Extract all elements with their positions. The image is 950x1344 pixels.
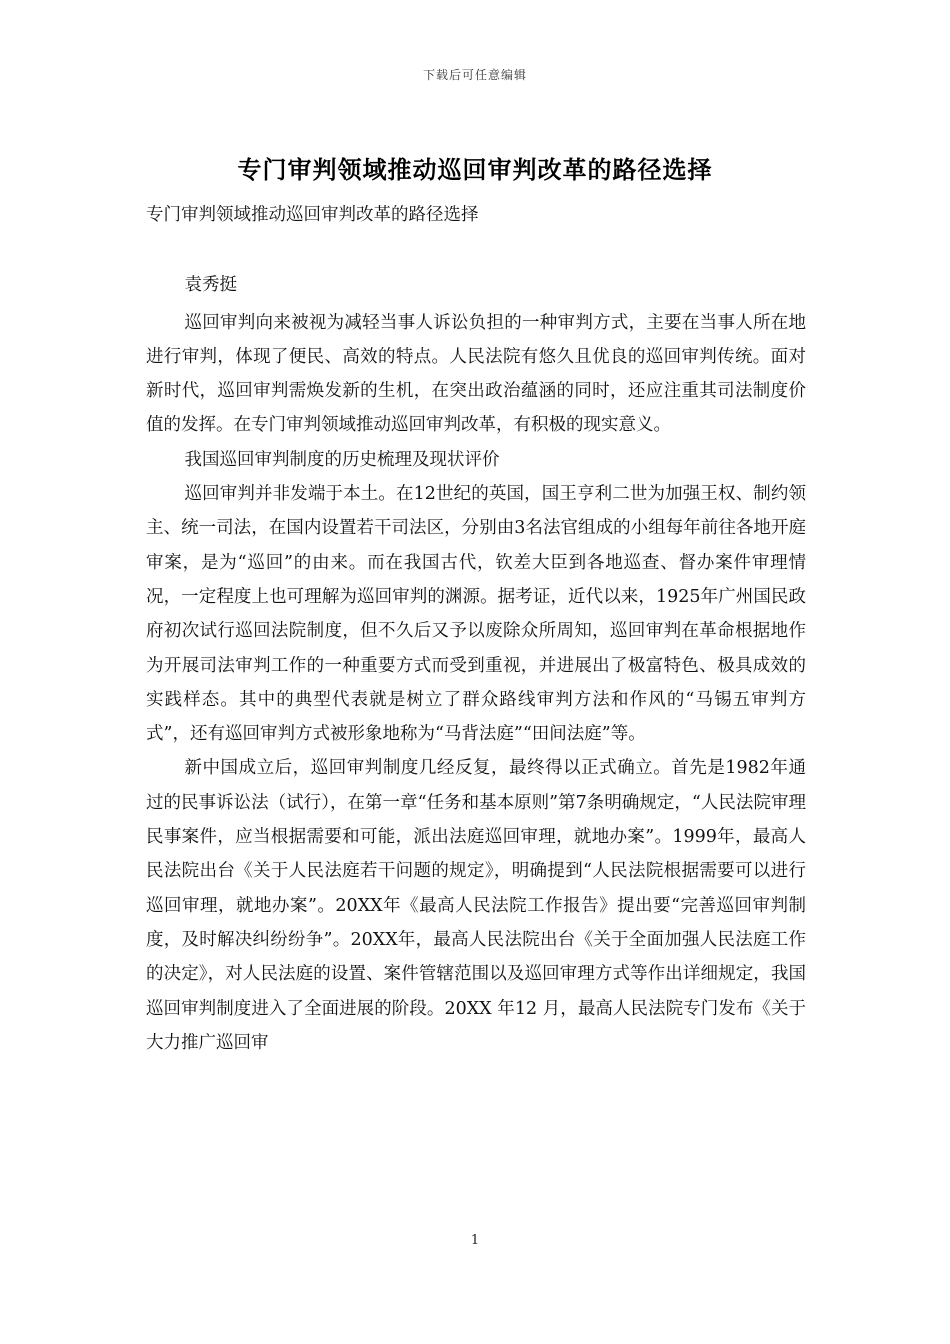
section-heading: 我国巡回审判制度的历史梳理及现状评价 — [184, 449, 500, 470]
document-subtitle: 专门审判领域推动巡回审判改革的路径选择 — [146, 205, 479, 225]
page-header: 下载后可任意编辑 — [422, 68, 527, 82]
document-body — [146, 198, 806, 1060]
page-number: 1 — [470, 1233, 480, 1248]
paragraph-history: 巡回审判并非发端于本土。在12世纪的英国，国王亨利二世为加强王权、制约领主、统一司法，在国内设置若干司法区，分别由3名法官组成的小组每年前往各地开庭审案，是为“巡回”的由来。而在我国古代，钦差大臣到各地巡查、督办案件审理情况，一定程度上也可理解为巡回审判的渊源。据考证，近代以来，1925年广州国民政府初次试行巡回法院制度，但不久后又予以废除众所周知，巡回审判在革命根据地作为开展司法审判工作的一种重要方式而受到重视，并进展出了极富特色、极具成效的实践样态。其中的典型代表就是树立了群众路线审判方法和作风的“马锡五审判方式”，还有巡回审判方式被形象地称为“马背法庭”“田间法庭”等。 — [146, 484, 806, 745]
document-title: 专门审判领域推动巡回审判改革的路径选择 — [237, 156, 713, 184]
author-name: 袁秀挺 — [184, 275, 237, 296]
paragraph-intro: 巡回审判向来被视为减轻当事人诉讼负担的一种审判方式，主要在当事人所在地进行审判，体现了便民、高效的特点。人民法院有悠久且优良的巡回审判传统。面对新时代，巡回审判需焕发新的生机，在突出政治蕴涵的同时，还应注重其司法制度价值的发挥。在专门审判领域推动巡回审判改革，有积极的现实意义。 — [146, 312, 806, 436]
blank-line — [146, 232, 806, 268]
paragraph-new-china: 新中国成立后，巡回审判制度几经反复，最终得以正式确立。首先是1982年通过的民事诉讼法（试行），在第一章“任务和基本原则”第7条明确规定，“人民法院审理民事案件，应当根据需要和可能，派出法庭巡回审理，就地办案”。1999年，最高人民法院出台《关于人民法庭若干问题的规定》，明确提到“人民法院根据需要可以进行巡回审理，就地办案”。20XX年《最高人民法院工作报告》提出要“完善巡回审判制度，及时解决纠纷纷争”。20XX年，最高人民法院出台《关于全面加强人民法庭工作的决定》，对人民法庭的设置、案件管辖范围以及巡回审理方式等作出详细规定，我国巡回审判制度进入了全面进展的阶段。20XX 年12 月，最高人民法院专门发布《关于大力推广巡回审 — [146, 758, 806, 1053]
